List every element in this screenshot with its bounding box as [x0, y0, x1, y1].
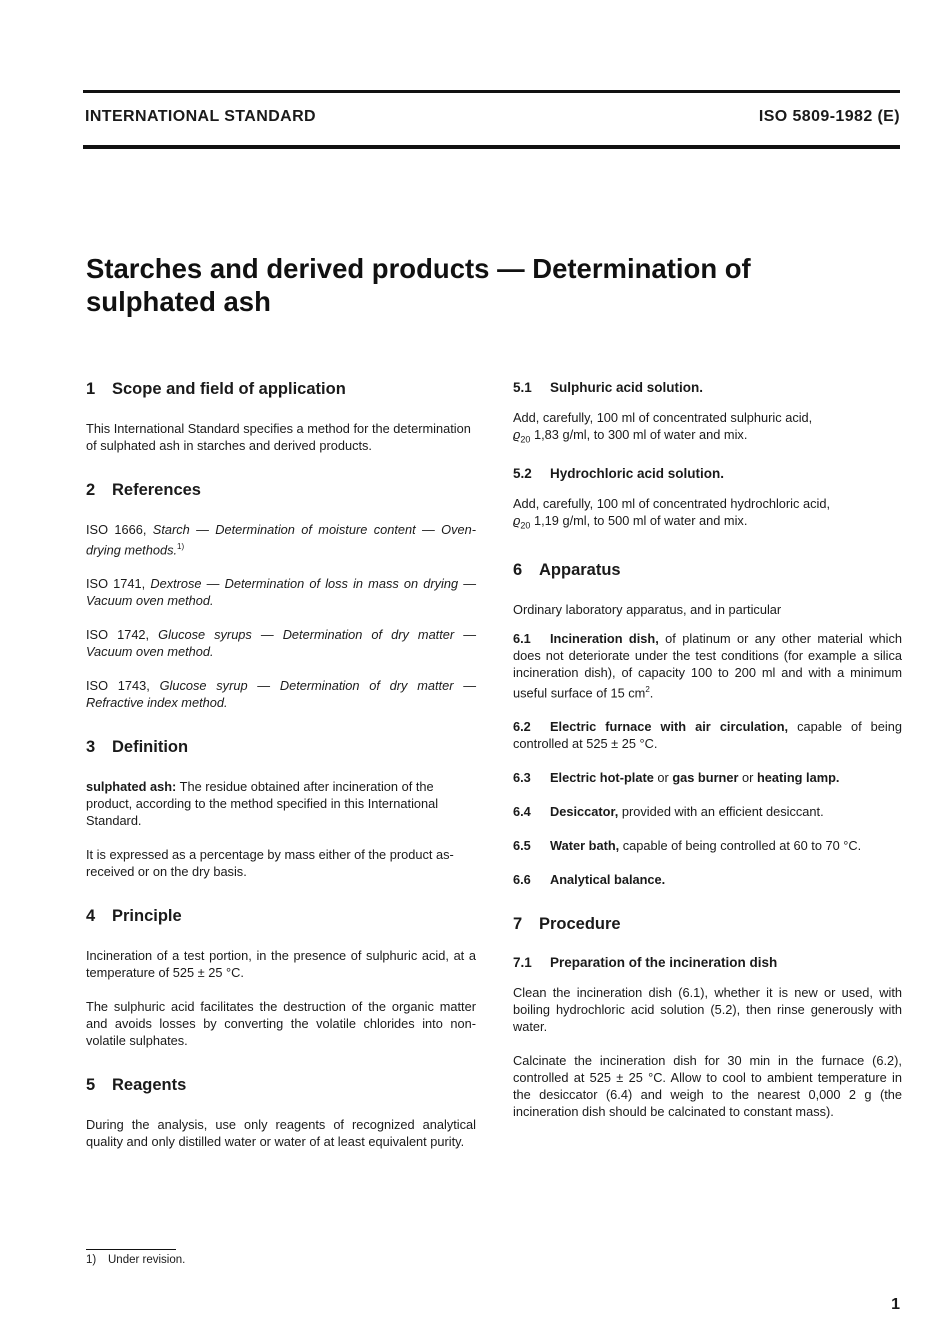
apparatus-item-6-2: 6.2 Electric furnace with air circulation, capable of being controlled at 525 ± 25 °C.: [513, 719, 902, 752]
section-2-title: References: [112, 481, 201, 499]
apparatus-item-6-1: 6.1 Incineration dish, of platinum or any other material which does not deteriorate under the test conditions (for example a silica incineration dish), of capacity 100 to 200 ml and with a minimum useful surface of 15 $cm^2$.: [513, 631, 902, 701]
header-bottom-rule: [83, 145, 900, 149]
reference-iso-1741: ISO 1741, Dextrose — Determination of loss in mass on drying — Vacuum oven method.: [86, 576, 477, 609]
apparatus-item-6-5: 6.5 Water bath, capable of being controlled at 60 to 70 °C.: [513, 838, 862, 854]
section-5-title: Reagents: [112, 1076, 187, 1095]
title-line-1: Starches and derived products — Determination of: [86, 253, 751, 284]
subsection-7-1-heading: 7.1 Preparation of the incineration dish: [513, 955, 778, 971]
section-5-number: 5: [86, 1076, 96, 1095]
section-3-number: 3: [86, 738, 96, 757]
definition-paragraph: sulphated ash: The residue obtained after incineration of the product, according to the method specified in this International Standard.: [86, 779, 439, 829]
header-top-rule: [83, 90, 900, 93]
header-standard-number: ISO 5809-1982 (E): [758, 108, 900, 125]
section-7-heading: [513, 915, 902, 937]
apparatus-item-6-4: 6.4 Desiccator, provided with an efficient desiccant.: [513, 804, 824, 820]
section-1-number: 1: [86, 380, 96, 398]
subsection-5-1-heading: 5.1 Sulphuric acid solution.: [513, 380, 704, 395]
scope-paragraph: This International Standard specifies a method for the determination of sulphated ash in starches and derived products.: [86, 421, 471, 453]
section-4-heading: [86, 907, 476, 929]
footnote-text: Under revision.: [108, 1254, 186, 1266]
principle-paragraph-1: Incineration of a test portion, in the presence of sulphuric acid, at a temperature of 525 ± 25 °C.: [86, 948, 476, 981]
dish-calcination-paragraph: Calcinate the incineration dish for 30 min in the furnace (6.2), controlled at 525 ± 25 °C. Allow to cool to ambient temperature in the desiccator (6.4) and weigh to the nearest 0,000 2 g (the incineration dish should be calcinated to constant mass).: [513, 1053, 902, 1120]
section-1-heading: [86, 380, 476, 402]
section-6-number: 6: [513, 561, 523, 580]
footnote-marker: 1): [86, 1254, 97, 1266]
section-6-title: Apparatus: [539, 561, 621, 580]
reference-iso-1742: ISO 1742, Glucose syrups — Determination of dry matter — Vacuum oven method.: [86, 627, 477, 660]
section-2-number: 2: [86, 481, 96, 499]
section-6-heading: [513, 561, 902, 583]
reference-iso-1666: ISO 1666, Starch — Determination of moisture content — Oven-drying methods.$^{1)}$: [86, 522, 477, 558]
definition-note: It is expressed as a percentage by mass either of the product as-received or on the dry basis.: [86, 847, 454, 880]
dish-cleaning-paragraph: Clean the incineration dish (6.1), whether it is new or used, with boiling hydrochloric acid solution (5.2), then rinse generously with water.: [513, 985, 902, 1035]
page-number: 1: [891, 1296, 900, 1313]
subsection-5-2-heading: 5.2 Hydrochloric acid solution.: [513, 465, 725, 481]
reference-iso-1743: ISO 1743, Glucose syrup — Determination of dry matter — Refractive index method.: [86, 678, 476, 711]
section-4-title: Principle: [112, 907, 182, 926]
footnote-rule: [86, 1249, 176, 1250]
apparatus-intro: Ordinary laboratory apparatus, and in particular: [513, 602, 782, 618]
title-line-2: sulphated ash: [86, 286, 271, 317]
section-4-number: 4: [86, 907, 96, 926]
section-7-number: 7: [513, 915, 523, 934]
section-3-heading: [86, 738, 476, 760]
sulphuric-acid-text: Add, carefully, 100 ml of concentrated sulphuric acid, $ϱ_{20}$ 1,83 g/ml, to 300 ml of water and mix.: [513, 410, 813, 445]
section-7-title: Procedure: [539, 915, 621, 934]
right-column: [513, 380, 902, 1120]
section-3-title: Definition: [112, 738, 189, 757]
reagents-paragraph: During the analysis, use only reagents of recognized analytical quality and only distilled water or water of at least equivalent purity.: [86, 1117, 476, 1150]
left-column: [86, 380, 476, 1150]
section-2-heading: [86, 481, 476, 503]
header-standard-type: INTERNATIONAL STANDARD: [85, 108, 317, 125]
apparatus-item-6-3: 6.3 Electric hot-plate or gas burner or heating lamp.: [513, 770, 840, 786]
defined-term: sulphated ash: [86, 779, 173, 795]
section-1-title: Scope and field of application: [112, 380, 346, 398]
section-5-heading: [86, 1076, 476, 1098]
hydrochloric-acid-text: Add, carefully, 100 ml of concentrated hydrochloric acid, $ϱ_{20}$ 1,19 g/ml, to 500 ml of water and mix.: [513, 495, 831, 531]
document-title: [86, 252, 886, 318]
footnote: [86, 1254, 185, 1266]
apparatus-item-6-6: 6.6 Analytical balance.: [513, 872, 666, 888]
principle-paragraph-2: The sulphuric acid facilitates the destruction of the organic matter and avoids losses by converting the volatile chlorides into non-volatile sulphates.: [86, 999, 476, 1049]
